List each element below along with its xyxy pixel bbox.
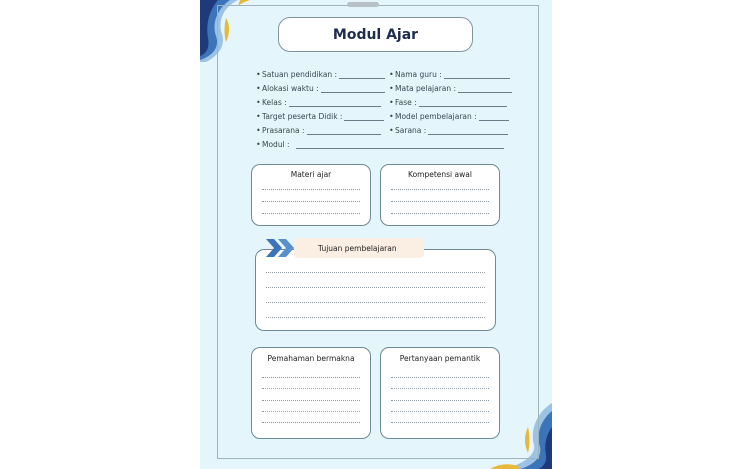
dotted-line[interactable] [391, 422, 489, 423]
dotted-line[interactable] [262, 213, 360, 214]
field-satuan-pendidikan[interactable] [256, 69, 385, 79]
bullet: • [389, 98, 394, 107]
field-prasarana[interactable] [256, 125, 381, 135]
field-modul[interactable] [256, 139, 504, 149]
card-title: Materi ajar [290, 170, 332, 179]
dotted-line[interactable] [391, 377, 489, 378]
card-pemahaman-bermakna [251, 347, 371, 439]
dotted-line[interactable] [262, 189, 360, 190]
field-label: Alokasi waktu : [262, 84, 319, 93]
dotted-line[interactable] [266, 287, 485, 288]
field-nama-guru[interactable] [389, 69, 510, 79]
blank-line[interactable] [339, 72, 385, 79]
field-label: Mata pelajaran : [395, 84, 457, 93]
blank-line[interactable] [428, 128, 508, 135]
top-tab-decoration [347, 2, 379, 7]
field-model-pembelajaran[interactable] [389, 111, 509, 121]
card-title: Tujuan pembelajaran [318, 243, 397, 253]
field-label: Model pembelajaran : [395, 112, 477, 121]
dotted-line[interactable] [266, 302, 485, 303]
card-materi-ajar [251, 164, 371, 226]
dotted-line[interactable] [391, 400, 489, 401]
dotted-line[interactable] [391, 213, 489, 214]
blank-line[interactable] [321, 86, 385, 93]
bullet: • [256, 84, 261, 93]
dotted-line[interactable] [262, 201, 360, 202]
bullet: • [256, 70, 261, 79]
card-title: Kompetensi awal [408, 170, 472, 179]
dotted-line[interactable] [266, 317, 485, 318]
blank-line[interactable] [344, 114, 384, 121]
blank-line[interactable] [296, 142, 504, 149]
dotted-line[interactable] [262, 400, 360, 401]
double-chevron-right-icon [264, 237, 298, 259]
field-mata-pelajaran[interactable] [389, 83, 512, 93]
dotted-line[interactable] [391, 411, 489, 412]
field-sarana[interactable] [389, 125, 508, 135]
dotted-line[interactable] [262, 411, 360, 412]
card-pertanyaan-pemantik [380, 347, 500, 439]
title-box [278, 17, 473, 52]
tujuan-title-tab [294, 238, 424, 258]
bullet: • [389, 112, 394, 121]
bullet: • [256, 140, 261, 149]
bullet: • [389, 126, 394, 135]
field-label: Satuan pendidikan : [262, 70, 338, 79]
field-label: Modul : [262, 140, 290, 149]
field-kelas[interactable] [256, 97, 381, 107]
card-kompetensi-awal [380, 164, 500, 226]
field-label: Sarana : [395, 126, 427, 135]
blank-line[interactable] [307, 128, 381, 135]
bullet: • [389, 70, 394, 79]
bullet: • [256, 112, 261, 121]
dotted-line[interactable] [266, 272, 485, 273]
card-tujuan-pembelajaran [255, 249, 496, 331]
dotted-line[interactable] [391, 189, 489, 190]
card-title: Pemahaman bermakna [267, 354, 355, 363]
dotted-line[interactable] [262, 377, 360, 378]
bullet: • [256, 98, 261, 107]
bullet: • [256, 126, 261, 135]
document-page [200, 0, 552, 469]
dotted-line[interactable] [262, 422, 360, 423]
field-label: Target peserta Didik : [262, 112, 343, 121]
bullet: • [389, 84, 394, 93]
dotted-line[interactable] [391, 388, 489, 389]
card-title: Pertanyaan pemantik [399, 354, 481, 363]
field-label: Prasarana : [262, 126, 305, 135]
field-label: Fase : [395, 98, 417, 107]
blank-line[interactable] [479, 114, 509, 121]
field-label: Kelas : [262, 98, 287, 107]
blank-line[interactable] [419, 100, 507, 107]
blank-line[interactable] [444, 72, 510, 79]
field-label: Nama guru : [395, 70, 442, 79]
dotted-line[interactable] [262, 388, 360, 389]
field-alokasi-waktu[interactable] [256, 83, 385, 93]
dotted-line[interactable] [391, 201, 489, 202]
blank-line[interactable] [289, 100, 381, 107]
blank-line[interactable] [458, 86, 512, 93]
field-fase[interactable] [389, 97, 507, 107]
field-target-peserta-didik[interactable] [256, 111, 384, 121]
document-title: Modul Ajar [332, 26, 419, 43]
